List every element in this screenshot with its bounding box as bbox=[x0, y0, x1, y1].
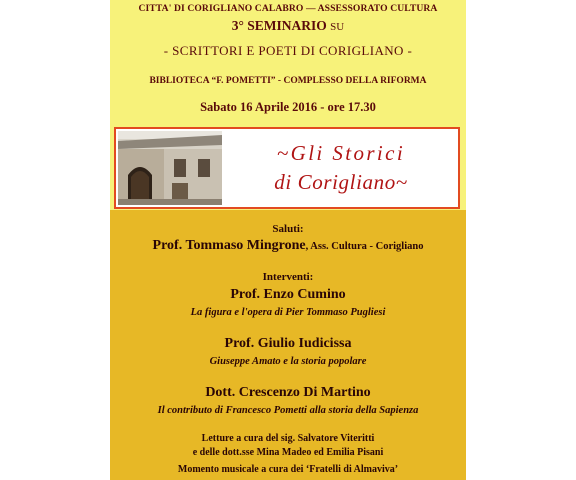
speaker-name: Dott. Crescenzo Di Martino bbox=[205, 385, 371, 400]
series-title-line1: ~Gli Storici bbox=[276, 141, 406, 165]
building-photo bbox=[118, 131, 222, 205]
readings-credit-line1: Letture a cura del sig. Salvatore Viteritti bbox=[201, 433, 375, 444]
readings-credit-line2: e delle dott.sse Mina Madeo ed Emilia Pisani bbox=[192, 447, 384, 458]
talks-label: Interventi: bbox=[262, 271, 314, 283]
date-time-line: Sabato 16 Aprile 2016 - ore 17.30 bbox=[200, 100, 376, 114]
greetings-line bbox=[110, 238, 466, 254]
seminar-subject: - SCRITTORI E POETI DI CORIGLIANO - bbox=[163, 43, 413, 58]
series-frame bbox=[114, 127, 460, 209]
speaker-name: Prof. Giulio Iudicissa bbox=[224, 336, 352, 351]
greetings-speaker: Prof. Tommaso Mingrone bbox=[152, 238, 306, 253]
seminar-number: 3° SEMINARIO bbox=[231, 18, 327, 33]
greetings-role: , Ass. Cultura - Corigliano bbox=[305, 241, 424, 252]
venue-line: BIBLIOTECA “F. POMETTI” - COMPLESSO DELLA RIFORMA bbox=[149, 76, 427, 86]
series-title-line2: di Corigliano~ bbox=[274, 170, 408, 194]
seminar-poster bbox=[110, 0, 466, 480]
greetings-label: Saluti: bbox=[272, 223, 304, 235]
talk-topic: Giuseppe Amato e la storia popolare bbox=[209, 356, 367, 367]
series-title bbox=[230, 139, 452, 197]
music-credit: Momento musicale a cura dei ‘Fratelli di Almaviva’ bbox=[177, 464, 399, 475]
program-section bbox=[110, 210, 466, 480]
organizer-line: CITTA' DI CORIGLIANO CALABRO — ASSESSORATO CULTURA bbox=[138, 3, 438, 14]
seminar-number-line bbox=[110, 18, 466, 34]
seminar-suffix: SU bbox=[330, 21, 345, 33]
talk-topic: Il contributo di Francesco Pometti alla storia della Sapienza bbox=[157, 405, 419, 416]
speaker-name: Prof. Enzo Cumino bbox=[230, 287, 346, 302]
series-banner bbox=[110, 124, 466, 210]
talk-topic: La figura e l'opera di Pier Tommaso Pugliesi bbox=[190, 307, 386, 318]
poster-header bbox=[110, 0, 466, 124]
